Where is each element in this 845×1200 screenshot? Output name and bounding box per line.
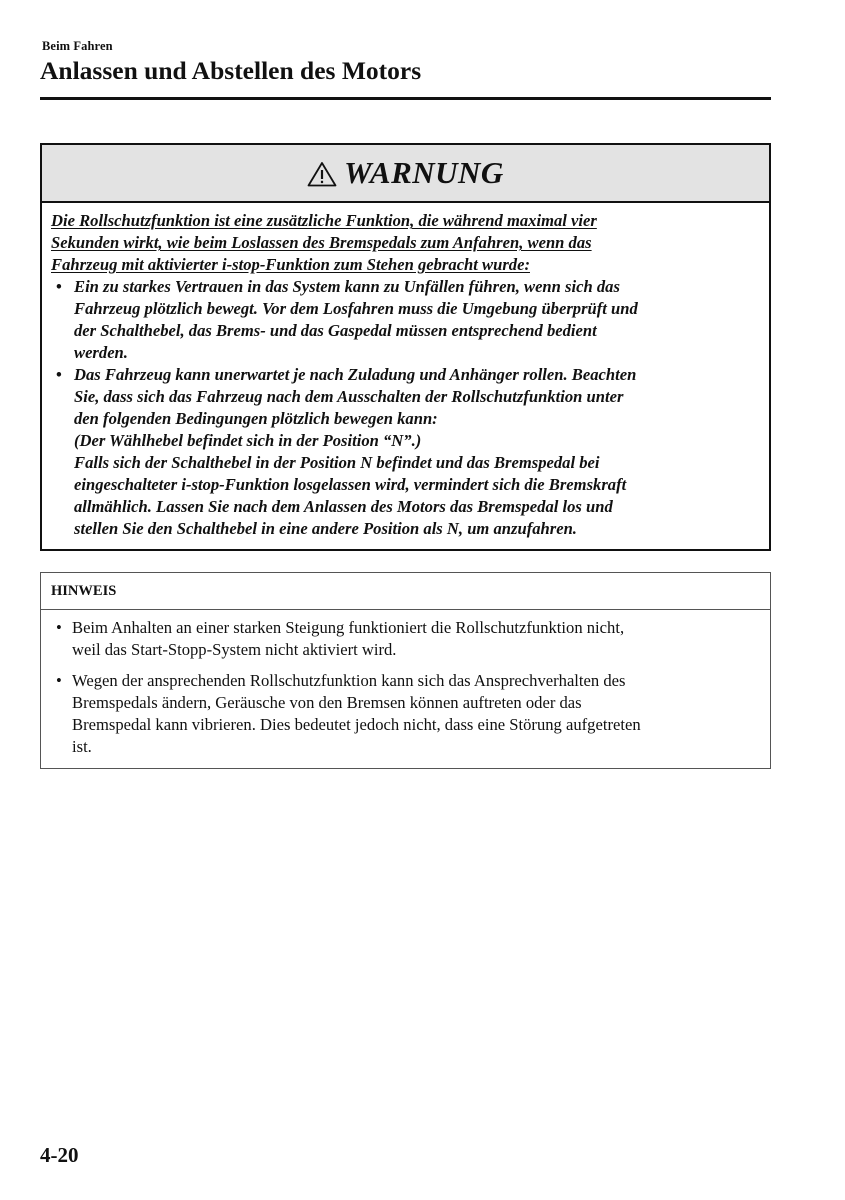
note-bullet-item: [50, 670, 756, 758]
note-body: [41, 610, 770, 758]
note-box: [40, 572, 771, 769]
section-label: Beim Fahren: [42, 39, 113, 53]
warning-bullet-line: Sie, dass sich das Fahrzeug nach dem Ausschalten der Rollschutzfunktion unter: [74, 387, 624, 406]
warning-header: [42, 145, 769, 203]
page-number: 4-20: [40, 1143, 79, 1167]
note-bullet-line: • Beim Anhalten an einer starken Steigung funktioniert die Rollschutzfunktion nicht,: [72, 618, 625, 637]
note-header: HINWEIS: [41, 573, 770, 610]
warning-bullet-line: Fahrzeug plötzlich bewegt. Vor dem Losfahren muss die Umgebung überprüft und: [74, 299, 638, 318]
warning-bullet-line: • Das Fahrzeug kann unerwartet je nach Zuladung und Anhänger rollen. Beachten: [74, 365, 637, 384]
warning-bullet-line: (Der Wählhebel befindet sich in der Position “N”.): [74, 431, 422, 450]
warning-triangle-icon: [307, 161, 337, 187]
warning-title: WARNUNG: [344, 155, 504, 190]
note-bullet-list: [41, 610, 770, 758]
warning-intro-line: Fahrzeug mit aktivierter i-stop-Funktion zum Stehen gebracht wurde:: [51, 255, 530, 274]
warning-bullet-line: den folgenden Bedingungen plötzlich bewegen kann:: [74, 409, 438, 428]
warning-bullet-item: [51, 364, 755, 540]
warning-box: [40, 143, 771, 551]
note-bullet-line: Bremspedals ändern, Geräusche von den Bremsen können auftreten oder das: [72, 693, 582, 712]
warning-intro: [51, 210, 755, 276]
warning-bullet-line: stellen Sie den Schalthebel in eine andere Position als N, um anzufahren.: [74, 519, 577, 538]
warning-bullet-line: allmählich. Lassen Sie nach dem Anlassen des Motors das Bremspedal los und: [74, 497, 613, 516]
warning-body: [42, 203, 769, 540]
warning-intro-line: Sekunden wirkt, wie beim Loslassen des Bremspedals zum Anfahren, wenn das: [51, 233, 592, 252]
note-bullet-item: [50, 617, 756, 661]
warning-bullet-line: Falls sich der Schalthebel in der Position N befindet und das Bremspedal bei: [74, 453, 600, 472]
note-bullet-line: weil das Start-Stopp-System nicht aktiviert wird.: [72, 640, 397, 659]
warning-bullet-item: [51, 276, 755, 364]
note-bullet-line: ist.: [72, 737, 92, 756]
warning-bullet-line: eingeschalteter i-stop-Funktion losgelassen wird, vermindert sich die Bremskraft: [74, 475, 627, 494]
note-bullet-line: • Wegen der ansprechenden Rollschutzfunktion kann sich das Ansprechverhalten des: [72, 671, 626, 690]
note-bullet-line: Bremspedal kann vibrieren. Dies bedeutet jedoch nicht, dass eine Störung aufgetreten: [72, 715, 641, 734]
warning-intro-line: Die Rollschutzfunktion ist eine zusätzliche Funktion, die während maximal vier: [51, 211, 597, 230]
warning-bullet-list: [51, 276, 755, 540]
page-title: Anlassen und Abstellen des Motors: [40, 56, 422, 85]
warning-bullet-line: der Schalthebel, das Brems- und das Gaspedal müssen entsprechend bedient: [74, 321, 597, 340]
warning-bullet-line: • Ein zu starkes Vertrauen in das System kann zu Unfällen führen, wenn sich das: [74, 277, 620, 296]
title-rule: [40, 97, 771, 100]
warning-bullet-line: werden.: [74, 343, 128, 362]
